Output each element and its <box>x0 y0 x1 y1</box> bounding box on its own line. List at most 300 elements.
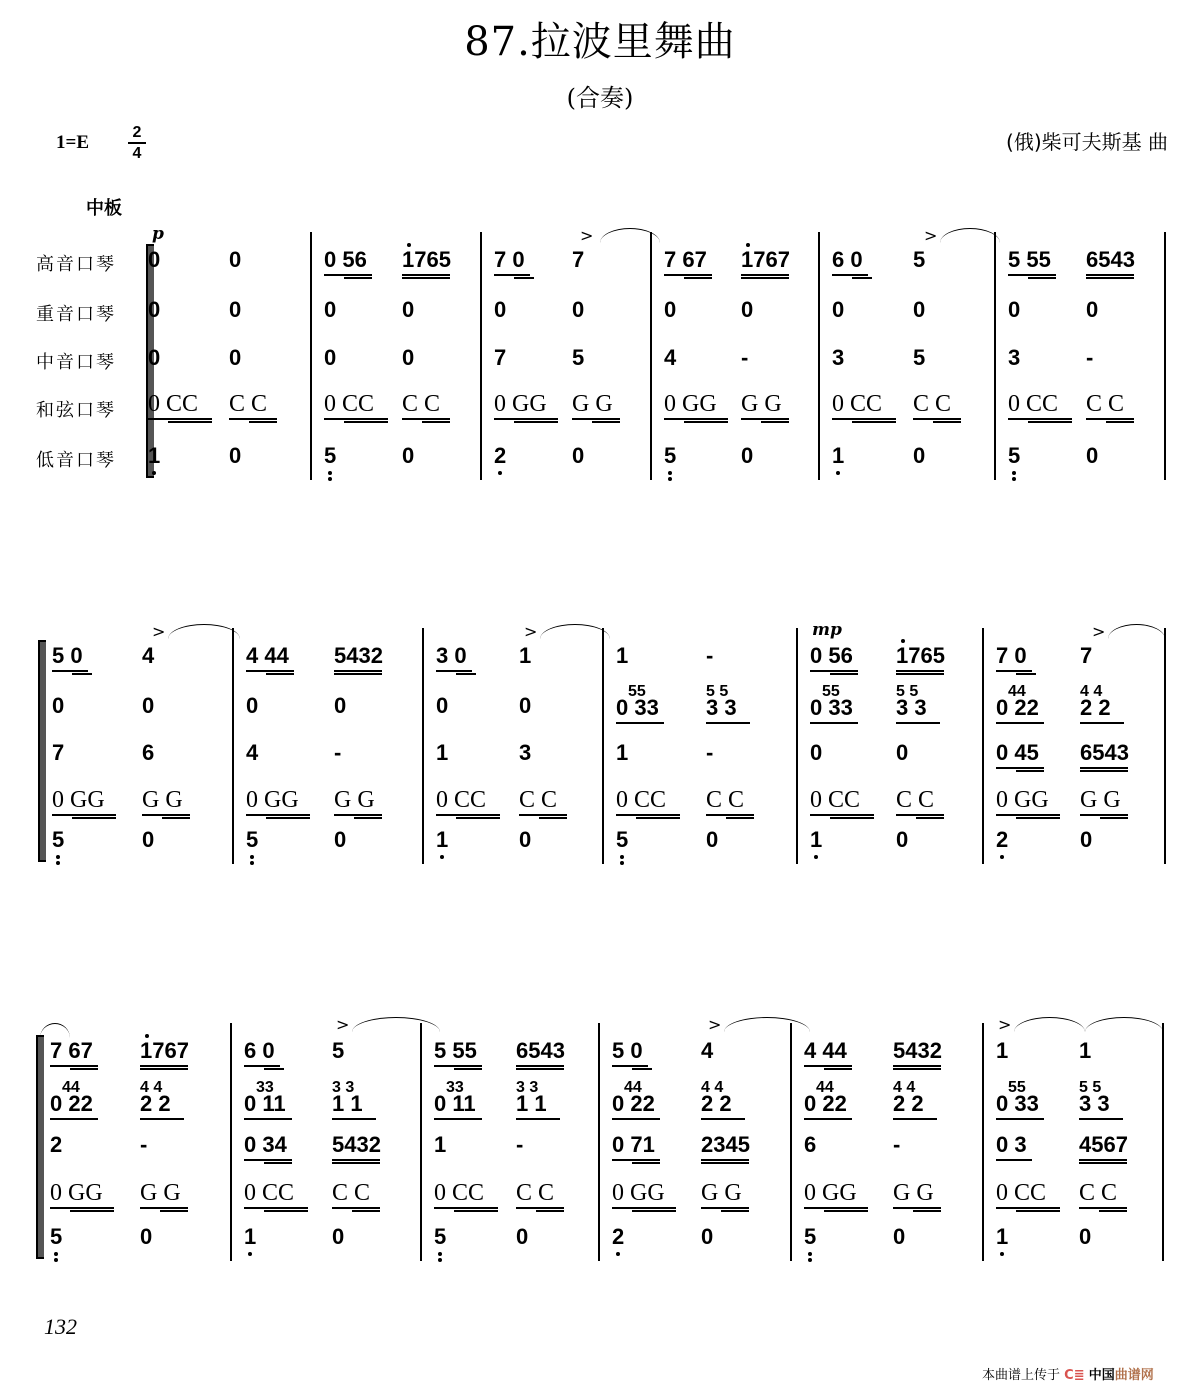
note: 0 <box>246 693 259 718</box>
note: 1 <box>616 740 629 765</box>
slur-tie <box>1014 1017 1085 1032</box>
barline <box>818 232 820 480</box>
beam-underline <box>402 274 450 276</box>
beam-underline <box>1079 1118 1123 1120</box>
beam-underline <box>246 670 294 672</box>
beam-underline <box>494 274 530 276</box>
chord-symbol: 0 CC <box>436 787 487 813</box>
chord-symbol: C C <box>1086 391 1125 417</box>
note: 0 <box>832 297 845 322</box>
harmony-notes: 1 1 <box>332 1091 363 1116</box>
harmony-notes: 3 3 <box>896 695 927 720</box>
note: 0 <box>148 297 161 322</box>
octave-down-dot-2 <box>808 1258 812 1262</box>
beam-underline-2 <box>266 817 310 819</box>
harmony-notes: 0 33 <box>996 1091 1039 1116</box>
note: 5 55 <box>1008 247 1051 272</box>
barline <box>310 232 312 480</box>
beam-underline-2 <box>684 421 728 423</box>
note: 6 <box>142 740 155 765</box>
note: 5 <box>616 827 629 852</box>
note: 6543 <box>1080 740 1129 765</box>
chord-symbol: C C <box>229 391 268 417</box>
slur-tie <box>600 228 660 243</box>
note: 7 67 <box>664 247 707 272</box>
slur-tie <box>940 228 1000 243</box>
beam-underline <box>996 722 1044 724</box>
note: 0 <box>572 443 585 468</box>
bracket-top <box>146 244 154 246</box>
note: 0 <box>896 740 909 765</box>
beam-underline <box>332 1159 380 1161</box>
note: 5 <box>332 1038 345 1063</box>
harmony-notes: 2 2 <box>893 1091 924 1116</box>
chord-symbol: 0 CC <box>434 1180 485 1206</box>
barline <box>790 1023 792 1261</box>
slur-tie <box>168 624 240 639</box>
note: 7 67 <box>50 1038 93 1063</box>
beam-underline <box>664 418 728 420</box>
note: 0 71 <box>612 1132 655 1157</box>
note: 0 <box>140 1224 153 1249</box>
note: 0 <box>913 297 926 322</box>
harmony-notes: 0 22 <box>50 1091 93 1116</box>
beam-underline-2 <box>344 421 388 423</box>
octave-down-dot <box>152 471 156 475</box>
note: 0 <box>402 443 415 468</box>
chord-symbol: G G <box>1080 787 1121 813</box>
chord-symbol: G G <box>701 1180 742 1206</box>
note: 0 <box>402 297 415 322</box>
beam-underline-2 <box>162 817 190 819</box>
note: 1 <box>810 827 823 852</box>
octave-down-dot <box>438 1252 442 1256</box>
beam-underline-2 <box>852 421 896 423</box>
accent-icon: > <box>580 226 594 245</box>
note: 1 <box>616 643 629 668</box>
chord-symbol: G G <box>893 1180 934 1206</box>
beam-underline <box>402 418 450 420</box>
note: 1 <box>519 643 532 668</box>
beam-underline-2 <box>344 277 372 279</box>
upper-harmony-notes: 33 <box>446 1079 464 1096</box>
instrument-label-alto: 中音口琴 <box>36 352 116 373</box>
beam-underline <box>436 814 500 816</box>
beam-underline-2 <box>721 1210 749 1212</box>
slur-tie <box>352 1017 440 1032</box>
beam-underline-2 <box>824 1210 868 1212</box>
beam-underline-2 <box>933 421 961 423</box>
note: 4 <box>701 1038 714 1063</box>
octave-down-dot <box>620 855 624 859</box>
harmony-notes: 0 22 <box>612 1091 655 1116</box>
harmony-notes: 0 22 <box>804 1091 847 1116</box>
instrument-label-bass: 低音口琴 <box>36 450 116 471</box>
beam-underline <box>893 1207 941 1209</box>
barline <box>994 232 996 480</box>
time-signature-divider <box>128 142 146 144</box>
beam-underline <box>334 814 382 816</box>
beam-underline <box>896 670 944 672</box>
beam-underline-2 <box>852 277 872 279</box>
barline <box>420 1023 422 1261</box>
barline <box>796 628 798 864</box>
beam-underline <box>332 1118 376 1120</box>
note: 1765 <box>896 643 945 668</box>
note: 0 <box>741 297 754 322</box>
octave-down-dot-2 <box>438 1258 442 1262</box>
note: 1767 <box>741 247 790 272</box>
beam-underline-2 <box>168 421 212 423</box>
barline <box>598 1023 600 1261</box>
note: 5432 <box>893 1038 942 1063</box>
note: 6 0 <box>244 1038 275 1063</box>
note: 0 <box>893 1224 906 1249</box>
note: 5 0 <box>612 1038 643 1063</box>
chord-symbol: 0 GG <box>612 1180 665 1206</box>
beam-underline-2 <box>1106 421 1134 423</box>
time-signature-top: 2 <box>132 124 142 141</box>
chord-symbol: 0 CC <box>996 1180 1047 1206</box>
beam-underline <box>434 1065 482 1067</box>
beam-underline <box>893 1065 941 1067</box>
beam-underline <box>332 1207 380 1209</box>
slur-tie <box>1108 624 1165 639</box>
barline <box>480 232 482 480</box>
harmony-notes: 2 2 <box>1080 695 1111 720</box>
harmony-notes: 2 2 <box>701 1091 732 1116</box>
note: 0 <box>334 827 347 852</box>
note: 5 <box>434 1224 447 1249</box>
beam-underline <box>810 814 874 816</box>
note: 1 <box>436 740 449 765</box>
beam-underline <box>52 814 116 816</box>
beam-underline-2 <box>1079 1162 1127 1164</box>
upper-harmony-notes: 33 <box>256 1079 274 1096</box>
beam-underline <box>148 418 212 420</box>
chord-symbol: C C <box>516 1180 555 1206</box>
note: 4567 <box>1079 1132 1128 1157</box>
upper-harmony-notes: 4 4 <box>140 1079 163 1096</box>
beam-underline <box>701 1159 749 1161</box>
beam-underline-2 <box>1099 1210 1127 1212</box>
note: 0 <box>324 345 337 370</box>
note: 0 56 <box>810 643 853 668</box>
upper-harmony-notes: 3 3 <box>332 1079 355 1096</box>
beam-underline <box>516 1118 560 1120</box>
octave-down-dot <box>248 1252 252 1256</box>
beam-underline-2 <box>354 817 382 819</box>
beam-underline <box>334 670 382 672</box>
upper-harmony-notes: 5 5 <box>896 683 919 700</box>
slur-tie <box>724 1017 810 1032</box>
beam-underline-2 <box>684 277 712 279</box>
note: 0 <box>229 443 242 468</box>
chord-symbol: 0 CC <box>148 391 199 417</box>
note: 5 0 <box>52 643 83 668</box>
instrument-label-chord: 和弦口琴 <box>36 400 116 421</box>
watermark-prefix: 本曲谱上传于 <box>982 1368 1061 1383</box>
chord-symbol: 0 GG <box>494 391 547 417</box>
octave-down-dot-2 <box>1012 477 1016 481</box>
octave-down-dot-2 <box>328 477 332 481</box>
instrument-label-soprano: 高音口琴 <box>36 254 116 275</box>
beam-underline <box>434 1118 482 1120</box>
beam-underline <box>701 1207 749 1209</box>
note: 7 <box>572 247 585 272</box>
upper-harmony-notes: 44 <box>624 1079 642 1096</box>
chord-symbol: C C <box>519 787 558 813</box>
beam-underline-2 <box>264 1162 292 1164</box>
beam-underline <box>612 1207 676 1209</box>
note: 2 <box>50 1132 63 1157</box>
note: - <box>1086 345 1094 370</box>
note: 2 <box>612 1224 625 1249</box>
note: 5432 <box>332 1132 381 1157</box>
upper-harmony-notes: 55 <box>1008 1079 1026 1096</box>
upper-harmony-notes: 44 <box>62 1079 80 1096</box>
note: 0 3 <box>996 1132 1027 1157</box>
beam-underline <box>996 767 1044 769</box>
watermark-site-b: 曲谱网 <box>1114 1368 1154 1383</box>
note: 5 55 <box>434 1038 477 1063</box>
beam-underline-2 <box>741 277 789 279</box>
beam-underline-2 <box>514 277 534 279</box>
chord-symbol: G G <box>142 787 183 813</box>
note: 0 <box>706 827 719 852</box>
beam-underline <box>893 1118 937 1120</box>
note: 0 <box>52 693 65 718</box>
beam-underline <box>701 1118 745 1120</box>
beam-underline-2 <box>726 817 754 819</box>
chord-symbol: G G <box>741 391 782 417</box>
note: 3 <box>1008 345 1021 370</box>
beam-underline-2 <box>824 1068 852 1070</box>
note: 0 <box>142 693 155 718</box>
beam-underline-2 <box>636 817 680 819</box>
octave-down-dot <box>836 471 840 475</box>
note: 3 0 <box>436 643 467 668</box>
note: 7 0 <box>494 247 525 272</box>
beam-underline <box>804 1118 852 1120</box>
note: 0 <box>896 827 909 852</box>
barline <box>1162 1023 1164 1261</box>
note: 4 44 <box>804 1038 847 1063</box>
beam-underline-2 <box>896 673 944 675</box>
harmony-notes: 1 1 <box>516 1091 547 1116</box>
beam-underline <box>612 1159 660 1161</box>
beam-underline-2 <box>514 421 558 423</box>
beam-underline <box>996 1118 1044 1120</box>
beam-underline <box>616 722 664 724</box>
note: 0 <box>148 345 161 370</box>
note: 3 <box>519 740 532 765</box>
beam-underline <box>810 670 858 672</box>
barline <box>602 628 604 864</box>
beam-underline <box>516 1207 564 1209</box>
page-number: 132 <box>44 1314 77 1339</box>
note: 5 <box>913 247 926 272</box>
harmony-notes: 2 2 <box>140 1091 171 1116</box>
octave-down-dot-2 <box>250 861 254 865</box>
note: 0 <box>494 297 507 322</box>
beam-underline-2 <box>1016 673 1036 675</box>
note: 6 <box>804 1132 817 1157</box>
chord-symbol: 0 GG <box>664 391 717 417</box>
octave-up-dot <box>901 639 905 643</box>
note: 5 <box>664 443 677 468</box>
harmony-notes: 0 33 <box>616 695 659 720</box>
score-subtitle: (合奏) <box>566 84 634 112</box>
beam-underline-2 <box>70 1210 114 1212</box>
accent-icon: > <box>336 1015 350 1034</box>
octave-up-dot <box>746 243 750 247</box>
note: 1 <box>832 443 845 468</box>
watermark-site-a: 中国 <box>1088 1368 1115 1383</box>
beam-underline-2 <box>536 1210 564 1212</box>
chord-symbol: G G <box>572 391 613 417</box>
beam-underline-2 <box>916 817 944 819</box>
bracket-bottom <box>146 476 154 478</box>
beam-underline <box>664 274 712 276</box>
note: 6543 <box>1086 247 1135 272</box>
octave-up-dot <box>145 1034 149 1038</box>
chord-symbol: C C <box>332 1180 371 1206</box>
beam-underline <box>896 814 944 816</box>
barline <box>232 628 234 864</box>
note: 1 <box>1079 1038 1092 1063</box>
beam-underline-2 <box>1086 277 1134 279</box>
beam-underline <box>1086 274 1134 276</box>
time-signature-bottom: 4 <box>132 145 142 162</box>
beam-underline <box>913 418 961 420</box>
beam-underline-2 <box>72 673 92 675</box>
beam-underline <box>1079 1207 1127 1209</box>
beam-underline <box>804 1065 852 1067</box>
beam-underline <box>996 670 1032 672</box>
beam-underline <box>324 418 388 420</box>
octave-down-dot-2 <box>620 861 624 865</box>
beam-underline <box>741 418 789 420</box>
beam-underline-2 <box>913 1210 941 1212</box>
beam-underline-2 <box>456 673 476 675</box>
note: 0 <box>519 827 532 852</box>
note: 2 <box>494 443 507 468</box>
chord-symbol: C C <box>1079 1180 1118 1206</box>
beam-underline <box>706 814 754 816</box>
beam-underline-2 <box>1028 277 1056 279</box>
upper-harmony-notes: 4 4 <box>1080 683 1103 700</box>
note: 0 <box>1086 443 1099 468</box>
note: 4 44 <box>246 643 289 668</box>
beam-underline <box>324 274 372 276</box>
beam-underline <box>1080 722 1124 724</box>
note: 6543 <box>516 1038 565 1063</box>
chord-symbol: 0 CC <box>616 787 667 813</box>
beam-underline <box>706 722 750 724</box>
beam-underline-2 <box>830 817 874 819</box>
beam-underline-2 <box>454 1210 498 1212</box>
slur-tie <box>540 624 610 639</box>
beam-underline-2 <box>761 421 789 423</box>
upper-harmony-notes: 5 5 <box>706 683 729 700</box>
slur-tie <box>1085 1017 1163 1032</box>
chord-symbol: C C <box>913 391 952 417</box>
beam-underline-2 <box>1016 770 1044 772</box>
beam-underline <box>140 1207 188 1209</box>
harmony-notes: 0 22 <box>996 695 1039 720</box>
score-title: 87.拉波里舞曲 <box>464 19 736 65</box>
beam-underline <box>896 722 940 724</box>
note: 0 <box>1086 297 1099 322</box>
beam-underline-2 <box>334 673 382 675</box>
chord-symbol: C C <box>706 787 745 813</box>
beam-underline <box>572 418 620 420</box>
beam-underline <box>1080 767 1128 769</box>
chord-symbol: 0 GG <box>804 1180 857 1206</box>
upper-harmony-notes: 44 <box>816 1079 834 1096</box>
dynamic-piano: p <box>152 224 164 244</box>
note: 4 <box>246 740 259 765</box>
barline <box>982 1023 984 1261</box>
beam-underline-2 <box>632 1162 660 1164</box>
chord-symbol: 0 GG <box>246 787 299 813</box>
note: 1767 <box>140 1038 189 1063</box>
barline <box>982 628 984 864</box>
note: 5 <box>324 443 337 468</box>
beam-underline <box>229 418 277 420</box>
beam-underline-2 <box>352 1210 380 1212</box>
beam-underline <box>996 1207 1060 1209</box>
beam-underline <box>612 1118 660 1120</box>
system-bracket <box>38 640 46 862</box>
beam-underline-2 <box>140 1068 188 1070</box>
octave-down-dot <box>250 855 254 859</box>
note: 6 0 <box>832 247 863 272</box>
beam-underline-2 <box>70 1068 98 1070</box>
beam-underline-2 <box>266 673 294 675</box>
upper-harmony-notes: 55 <box>628 683 646 700</box>
beam-underline <box>50 1065 98 1067</box>
note: 5 <box>52 827 65 852</box>
time-signature <box>128 124 146 162</box>
barline <box>422 628 424 864</box>
note: 0 <box>436 693 449 718</box>
note: 0 56 <box>324 247 367 272</box>
note: 0 <box>516 1224 529 1249</box>
chord-symbol: C C <box>402 391 441 417</box>
accent-icon: > <box>998 1015 1012 1034</box>
octave-up-dot <box>407 243 411 247</box>
beam-underline-2 <box>701 1162 749 1164</box>
note: 0 <box>572 297 585 322</box>
beam-underline <box>50 1118 98 1120</box>
note: 2 <box>996 827 1009 852</box>
beam-underline <box>142 814 190 816</box>
beam-underline-2 <box>456 817 500 819</box>
beam-underline-2 <box>249 421 277 423</box>
accent-icon: > <box>152 622 166 641</box>
beam-underline <box>996 814 1060 816</box>
composer-credit: (俄)柴可夫斯基 曲 <box>1006 130 1168 154</box>
accent-icon: > <box>1092 622 1106 641</box>
beam-underline <box>436 670 472 672</box>
octave-down-dot <box>808 1252 812 1256</box>
chord-symbol: 0 CC <box>810 787 861 813</box>
note: - <box>741 345 749 370</box>
beam-underline-2 <box>1080 770 1128 772</box>
beam-underline-2 <box>1016 817 1060 819</box>
